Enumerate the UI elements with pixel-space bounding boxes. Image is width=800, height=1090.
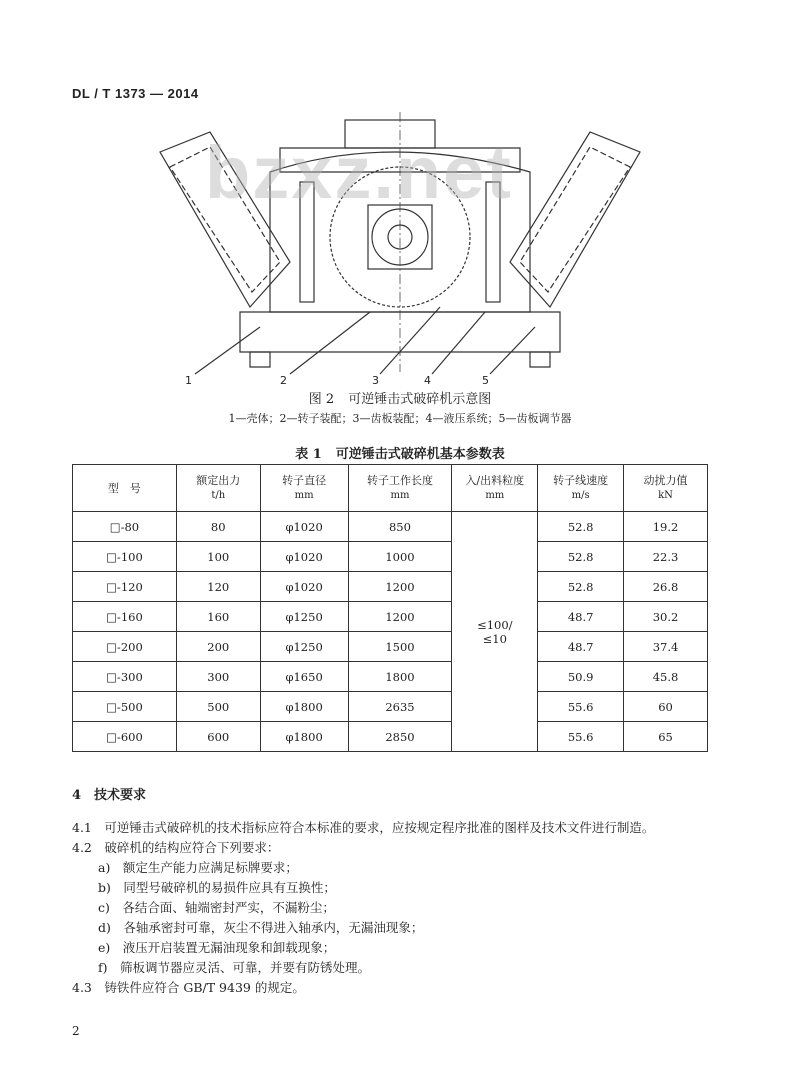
cell-diameter: φ1020	[260, 572, 348, 602]
cell-force: 26.8	[624, 572, 708, 602]
table-row	[73, 632, 708, 662]
cell-diameter: φ1020	[260, 512, 348, 542]
table-row	[73, 512, 708, 542]
cell-force: 65	[624, 722, 708, 752]
watermark: bzxz.net	[205, 131, 513, 214]
requirement-item: a) 额定生产能力应满足标牌要求；	[98, 860, 298, 875]
parameter-table	[72, 464, 708, 752]
cell-force: 37.4	[624, 632, 708, 662]
cell-capacity: 600	[176, 722, 260, 752]
callout-5: 5	[482, 374, 489, 387]
cell-speed: 55.6	[538, 722, 624, 752]
cell-capacity: 120	[176, 572, 260, 602]
cell-capacity: 200	[176, 632, 260, 662]
cell-diameter: φ1250	[260, 602, 348, 632]
cell-length: 1200	[348, 572, 452, 602]
table-row	[73, 602, 708, 632]
cell-force: 45.8	[624, 662, 708, 692]
cell-model: □-160	[73, 602, 177, 632]
cell-force: 60	[624, 692, 708, 722]
cell-capacity: 100	[176, 542, 260, 572]
table-row	[73, 692, 708, 722]
cell-model: □-80	[73, 512, 177, 542]
callout-3: 3	[372, 374, 379, 387]
cell-speed: 48.7	[538, 602, 624, 632]
cell-diameter: φ1800	[260, 692, 348, 722]
cell-length: 850	[348, 512, 452, 542]
cell-model: □-300	[73, 662, 177, 692]
header-rotor-length: 转子工作长度 mm	[348, 465, 452, 512]
clause-4-1: 4.1 可逆锤击式破碎机的技术指标应符合本标准的要求，应按规定程序批准的图样及技术文件进行制造。	[72, 820, 655, 835]
cell-model: □-500	[73, 692, 177, 722]
cell-speed: 55.6	[538, 692, 624, 722]
cell-force: 22.3	[624, 542, 708, 572]
requirement-item: d) 各轴承密封可靠，灰尘不得进入轴承内，无漏油现象；	[98, 920, 424, 935]
cell-length: 1800	[348, 662, 452, 692]
cell-capacity: 300	[176, 662, 260, 692]
page-number: 2	[72, 1024, 80, 1038]
cell-capacity: 80	[176, 512, 260, 542]
requirement-item: f) 筛板调节器应灵活、可靠，并要有防锈处理。	[98, 960, 371, 975]
cell-model: □-200	[73, 632, 177, 662]
callout-4: 4	[424, 374, 431, 387]
table-caption	[0, 443, 800, 462]
table-row	[73, 542, 708, 572]
cell-length: 1000	[348, 542, 452, 572]
clause-4-3: 4.3 铸铁件应符合 GB/T 9439 的规定。	[72, 980, 305, 995]
header-linear-speed: 转子线速度 m/s	[538, 465, 624, 512]
header-disturbance-force: 动扰力值 kN	[624, 465, 708, 512]
table-header-row	[73, 465, 708, 512]
table-row	[73, 722, 708, 752]
header-model: 型 号	[73, 465, 177, 512]
cell-diameter: φ1020	[260, 542, 348, 572]
header-capacity: 额定出力 t/h	[176, 465, 260, 512]
requirement-item: c) 各结合面、轴端密封严实，不漏粉尘；	[98, 900, 335, 915]
cell-diameter: φ1650	[260, 662, 348, 692]
cell-length: 2850	[348, 722, 452, 752]
requirement-item: e) 液压开启装置无漏油现象和卸载现象；	[98, 940, 336, 955]
cell-speed: 48.7	[538, 632, 624, 662]
cell-speed: 50.9	[538, 662, 624, 692]
cell-granularity-shared: ≤100/ ≤10	[452, 512, 538, 752]
cell-capacity: 500	[176, 692, 260, 722]
figure-caption-number: 图 2	[308, 392, 335, 407]
cell-length: 1200	[348, 602, 452, 632]
section-heading: 4 技术要求	[72, 788, 147, 803]
cell-model: □-100	[73, 542, 177, 572]
figure-caption-title: 可逆锤击式破碎机示意图	[348, 392, 492, 407]
cell-capacity: 160	[176, 602, 260, 632]
callout-1: 1	[185, 374, 192, 387]
cell-diameter: φ1800	[260, 722, 348, 752]
cell-force: 19.2	[624, 512, 708, 542]
requirement-item: b) 同型号破碎机的易损件应具有互换性；	[98, 880, 336, 895]
cell-length: 2635	[348, 692, 452, 722]
cell-model: □-120	[73, 572, 177, 602]
cell-diameter: φ1250	[260, 632, 348, 662]
table-caption-number: 表 1	[295, 447, 322, 462]
callout-2: 2	[280, 374, 287, 387]
clause-4-2: 4.2 破碎机的结构应符合下列要求：	[72, 840, 280, 855]
cell-speed: 52.8	[538, 542, 624, 572]
table-row	[73, 662, 708, 692]
cell-model: □-600	[73, 722, 177, 752]
cell-length: 1500	[348, 632, 452, 662]
standard-code: DL / T 1373 — 2014	[72, 86, 199, 101]
table-caption-title: 可逆锤击式破碎机基本参数表	[335, 447, 505, 462]
cell-speed: 52.8	[538, 572, 624, 602]
figure-legend: 1—壳体；2—转子装配；3—齿板装配；4—液压系统；5—齿板调节器	[228, 412, 572, 425]
header-granularity: 入/出料粒度 mm	[452, 465, 538, 512]
table-row	[73, 572, 708, 602]
figure-caption	[0, 388, 800, 407]
cell-force: 30.2	[624, 602, 708, 632]
cell-speed: 52.8	[538, 512, 624, 542]
header-rotor-diameter: 转子直径 mm	[260, 465, 348, 512]
